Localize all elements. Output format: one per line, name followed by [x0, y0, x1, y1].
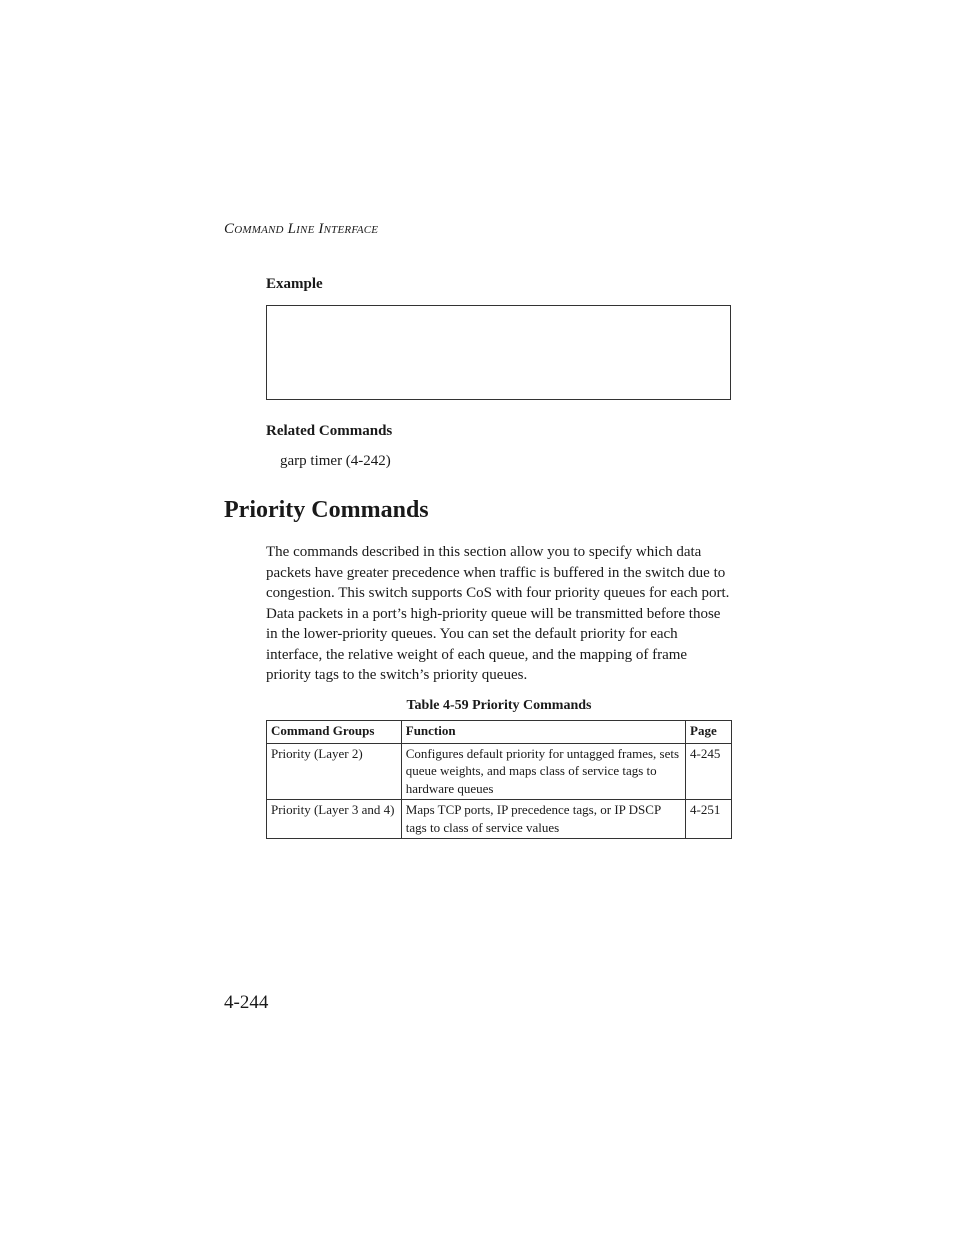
- cell-page: 4-245: [686, 743, 732, 800]
- priority-commands-table: [266, 720, 732, 839]
- table-caption: Table 4-59 Priority Commands: [406, 698, 592, 713]
- related-command-link[interactable]: garp timer (4-242): [280, 453, 391, 469]
- cell-command-group: Priority (Layer 2): [267, 743, 402, 800]
- cell-function: Maps TCP ports, IP precedence tags, or IP DSCP tags to class of service values: [401, 800, 685, 839]
- section-title: Priority Commands: [224, 497, 429, 523]
- cell-command-group: Priority (Layer 3 and 4): [267, 800, 402, 839]
- cell-function: Configures default priority for untagged frames, sets queue weights, and maps class of service tags to hardware queues: [401, 743, 685, 800]
- related-commands-heading: Related Commands: [266, 423, 393, 439]
- example-heading: Example: [266, 276, 323, 292]
- header-command-groups: Command Groups: [267, 721, 402, 744]
- example-code-box: [266, 305, 731, 400]
- cell-page: 4-251: [686, 800, 732, 839]
- table-row: [267, 743, 732, 800]
- page-number: 4-244: [224, 992, 269, 1013]
- header-page: Page: [686, 721, 732, 744]
- header-function: Function: [401, 721, 685, 744]
- table-header-row: [267, 721, 732, 744]
- table-row: [267, 800, 732, 839]
- running-header: Command Line Interface: [224, 221, 379, 237]
- section-paragraph: The commands described in this section allow you to specify which data packets have greater precedence when traffic is buffered in the switch due to congestion. This switch supports CoS with four priority queues for each port. Data packets in a port’s high-priority queue will be transmitted before those in the lower-priority queues. You can set the default priority for each interface, the relative weight of each queue, and the mapping of frame priority tags to the switch’s priority queues.: [266, 544, 730, 683]
